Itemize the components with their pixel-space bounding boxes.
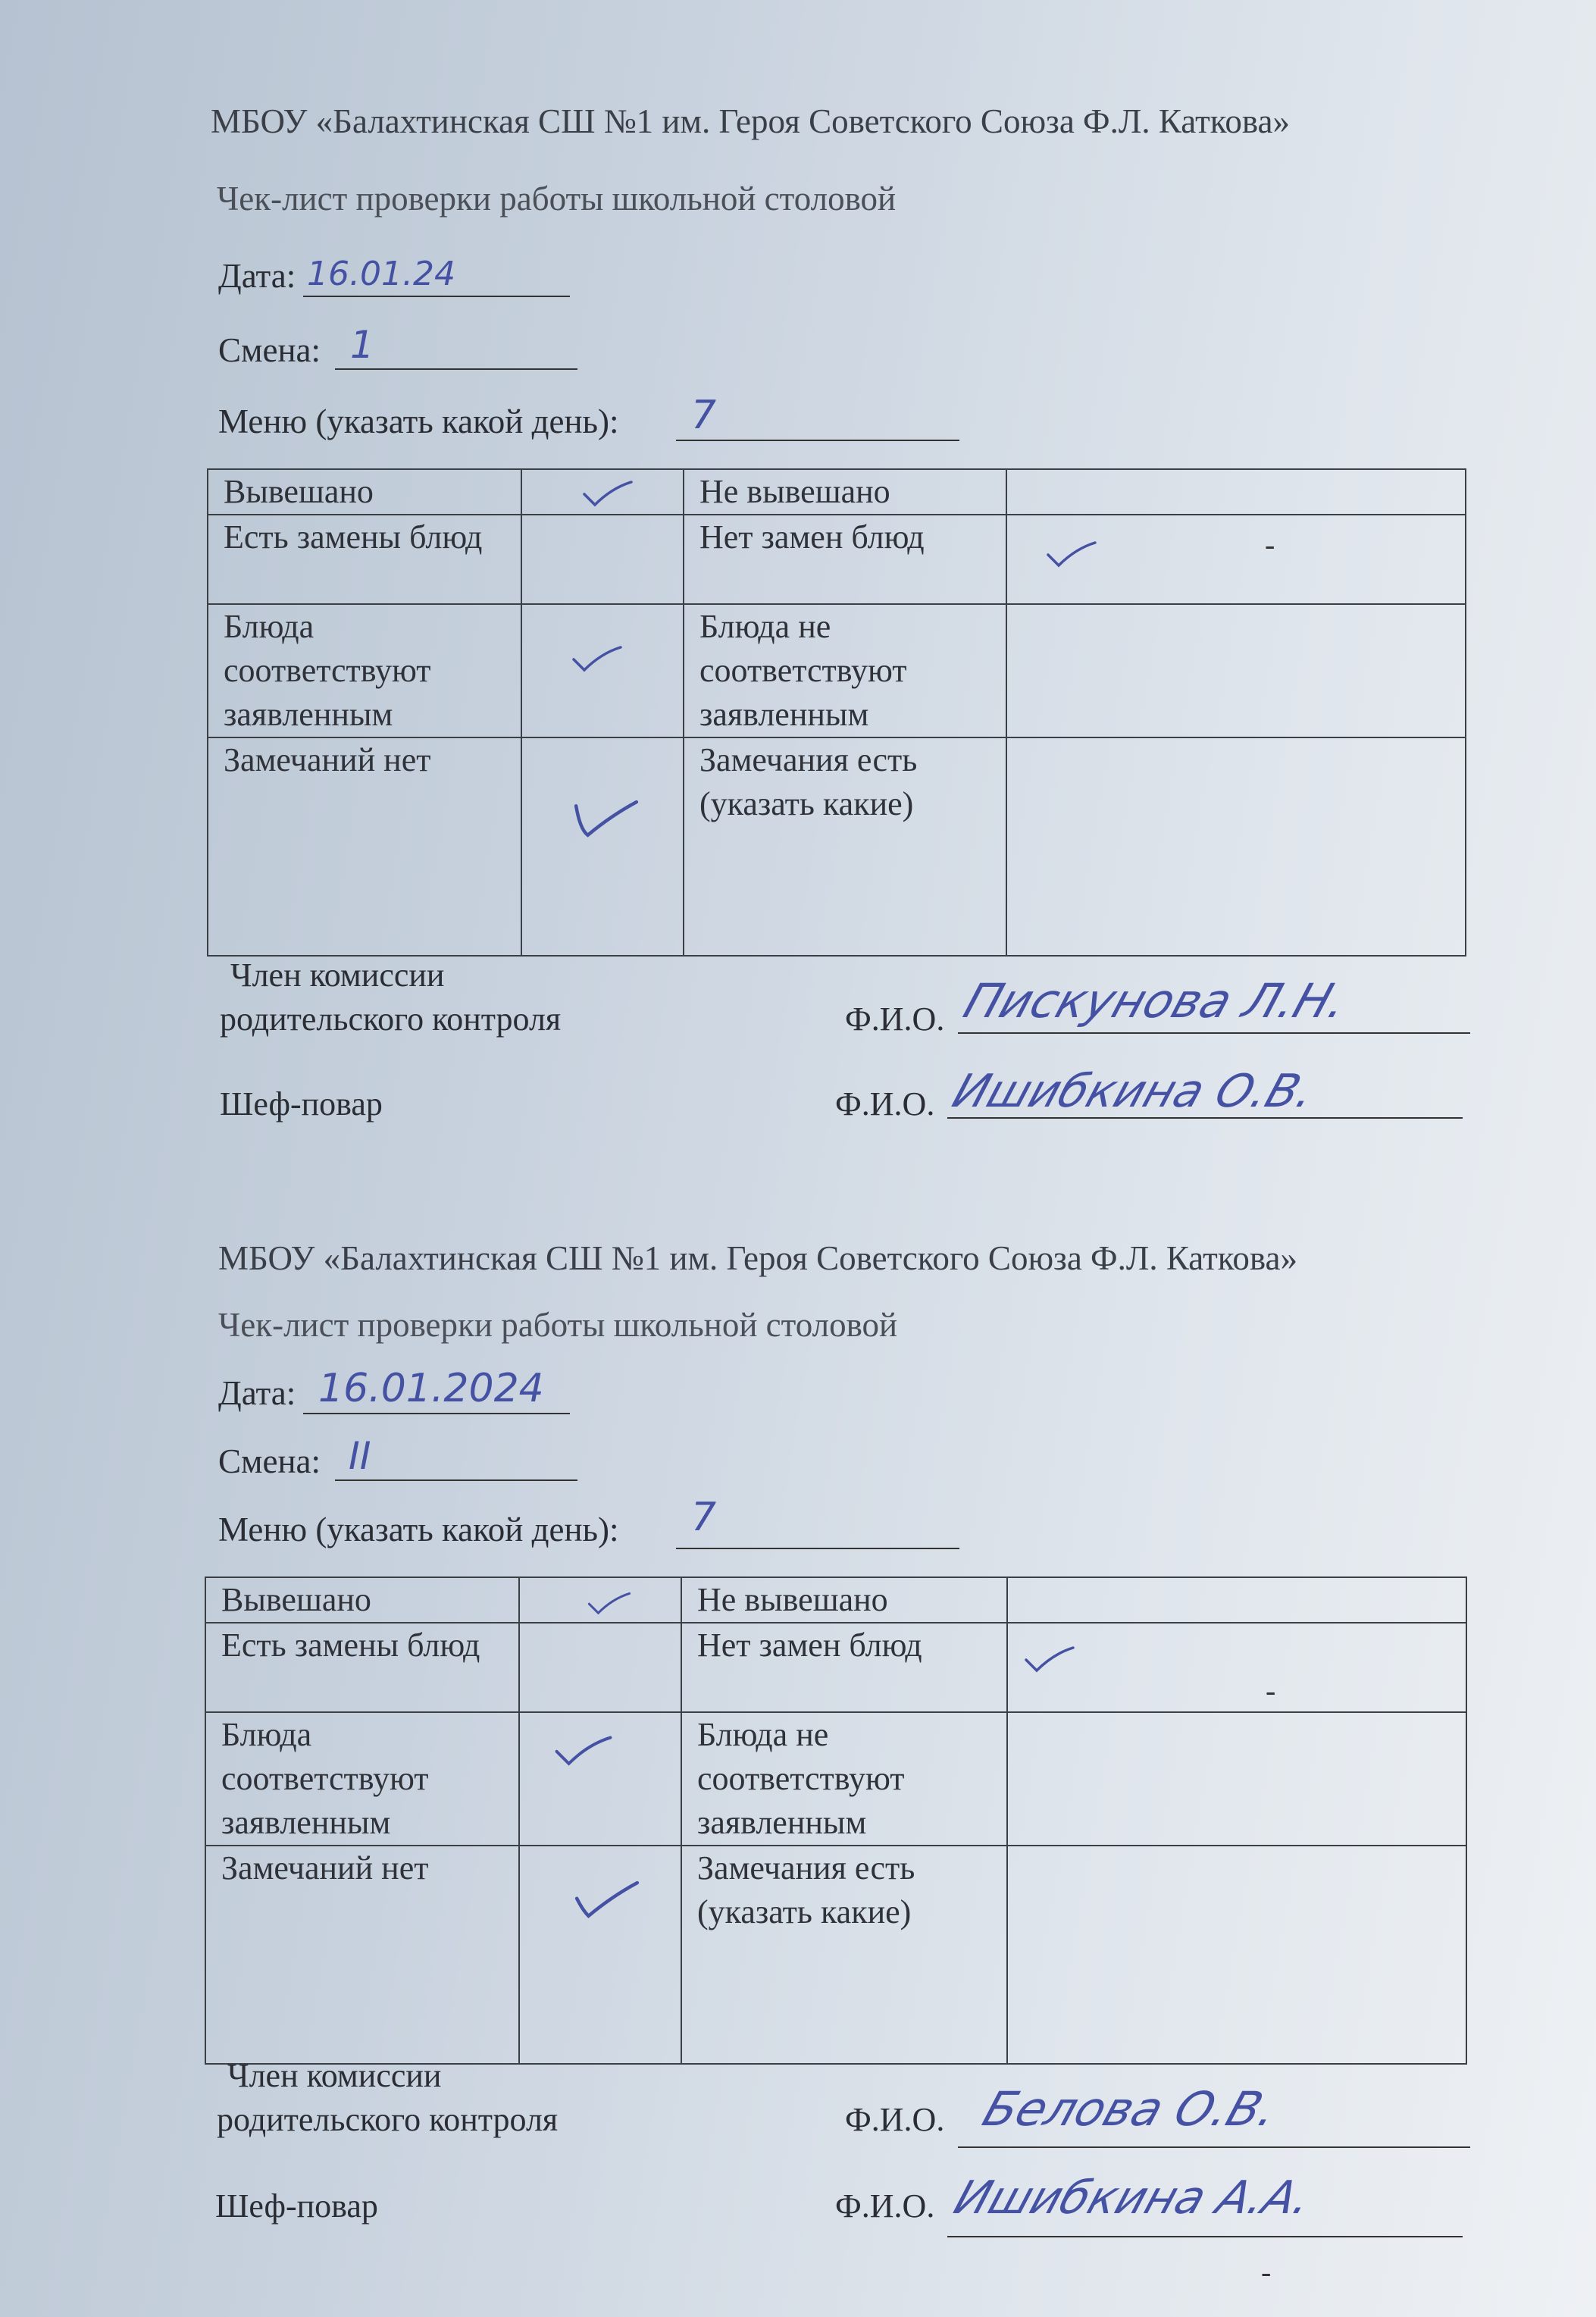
menu-label: Меню (указать какой день): [218, 402, 619, 440]
criterion-label: Замечания есть (указать какие) [681, 1846, 1007, 2064]
member-label-2: родительского контроля [217, 2101, 559, 2138]
checklist-title: Чек-лист проверки работы школьной столовой [217, 180, 897, 218]
date-label: Дата: [218, 257, 296, 295]
stray-mark: - [1266, 1674, 1276, 1708]
fio-label: Ф.И.О. [845, 2101, 945, 2138]
criterion-label: Вывешано [208, 469, 521, 515]
criterion-label: Вывешано [205, 1577, 519, 1623]
check-cell [521, 604, 684, 737]
check-cell [1007, 1623, 1466, 1712]
check-cell [519, 1623, 681, 1712]
member-label: Член комиссии [230, 957, 445, 994]
member-label: Член комиссии [227, 2057, 442, 2094]
table-row [205, 1577, 1466, 1623]
check-cell [519, 1712, 681, 1846]
fio-label: Ф.И.О. [845, 1000, 945, 1038]
table-row [208, 604, 1466, 737]
shift-underline [335, 368, 577, 370]
shift-label: Смена: [218, 331, 321, 369]
table-row [205, 1712, 1466, 1846]
check-cell [1007, 1712, 1466, 1846]
criterion-label: Нет замен блюд [684, 515, 1006, 604]
chef-label: Шеф-повар [215, 2187, 378, 2225]
school-name: МБОУ «Балахтинская СШ №1 им. Героя Советского Союза Ф.Л. Каткова» [211, 102, 1290, 140]
shift-handwritten: II [349, 1434, 371, 1478]
criterion-label: Замечаний нет [208, 737, 521, 956]
fio-label: Ф.И.О. [835, 1085, 935, 1122]
table-row [208, 737, 1466, 956]
check-cell [1006, 604, 1466, 737]
member-label-2: родительского контроля [220, 1000, 562, 1038]
check-cell [1007, 1577, 1466, 1623]
table-row [208, 515, 1466, 604]
criterion-label: Блюда не соответствуют заявленным [681, 1712, 1007, 1846]
checkmark-icon [587, 1587, 632, 1622]
checklist-table [205, 1576, 1467, 2065]
date-label: Дата: [218, 1374, 296, 1412]
menu-underline [676, 1548, 959, 1549]
check-cell [519, 1577, 681, 1623]
menu-underline [676, 440, 959, 441]
criterion-label: Есть замены блюд [208, 515, 521, 604]
checklist-table [207, 468, 1466, 957]
stray-mark: - [1261, 2255, 1272, 2289]
checkmark-icon [571, 643, 624, 678]
date-underline [303, 296, 570, 297]
checkmark-icon [573, 1877, 641, 1922]
criterion-label: Блюда не соответствуют заявленным [684, 604, 1006, 737]
table-row [205, 1623, 1466, 1712]
table-row [208, 469, 1466, 515]
menu-label: Меню (указать какой день): [218, 1511, 619, 1548]
date-handwritten: 16.01.2024 [318, 1366, 544, 1411]
school-name: МБОУ «Балахтинская СШ №1 им. Героя Советского Союза Ф.Л. Каткова» [218, 1239, 1297, 1277]
check-cell [1006, 515, 1466, 604]
checkmark-icon [1045, 538, 1098, 573]
check-cell [1006, 737, 1466, 956]
shift-underline [335, 1479, 577, 1481]
member-signature: Пискунова Л.Н. [957, 973, 1355, 1029]
checkmark-icon [553, 1731, 614, 1774]
checklist-title: Чек-лист проверки работы школьной столовой [218, 1306, 898, 1344]
criterion-label: Блюда соответствуют заявленным [208, 604, 521, 737]
check-cell [521, 515, 684, 604]
date-handwritten: 16.01.24 [307, 255, 455, 293]
check-cell [1007, 1846, 1466, 2064]
chef-signature: Ишибкина О.В. [946, 1065, 1322, 1118]
criterion-label: Замечания есть (указать какие) [684, 737, 1006, 956]
table-row [205, 1846, 1466, 2064]
stray-mark: - [1265, 528, 1275, 562]
criterion-label: Нет замен блюд [681, 1623, 1007, 1712]
member-signature: Белова О.В. [976, 2081, 1285, 2137]
member-signature-line [958, 2146, 1470, 2148]
check-cell [521, 469, 684, 515]
chef-signature-line [947, 2236, 1463, 2237]
shift-handwritten: 1 [350, 323, 374, 367]
criterion-label: Замечаний нет [205, 1846, 519, 2064]
shift-label: Смена: [218, 1442, 321, 1480]
member-signature-line [958, 1032, 1470, 1034]
chef-label: Шеф-повар [220, 1085, 383, 1122]
checkmark-icon [572, 794, 640, 843]
checkmark-icon [1023, 1643, 1076, 1678]
menu-handwritten: 7 [691, 393, 717, 438]
menu-handwritten: 7 [691, 1495, 717, 1540]
checkmark-icon [581, 477, 634, 512]
check-cell [1006, 469, 1466, 515]
check-cell [519, 1846, 681, 2064]
criterion-label: Блюда соответствуют заявленным [205, 1712, 519, 1846]
date-underline [303, 1413, 570, 1414]
check-cell [521, 737, 684, 956]
fio-label: Ф.И.О. [835, 2187, 935, 2225]
criterion-label: Не вывешано [684, 469, 1006, 515]
chef-signature: Ишибкина А.А. [947, 2171, 1319, 2225]
criterion-label: Не вывешано [681, 1577, 1007, 1623]
criterion-label: Есть замены блюд [205, 1623, 519, 1712]
